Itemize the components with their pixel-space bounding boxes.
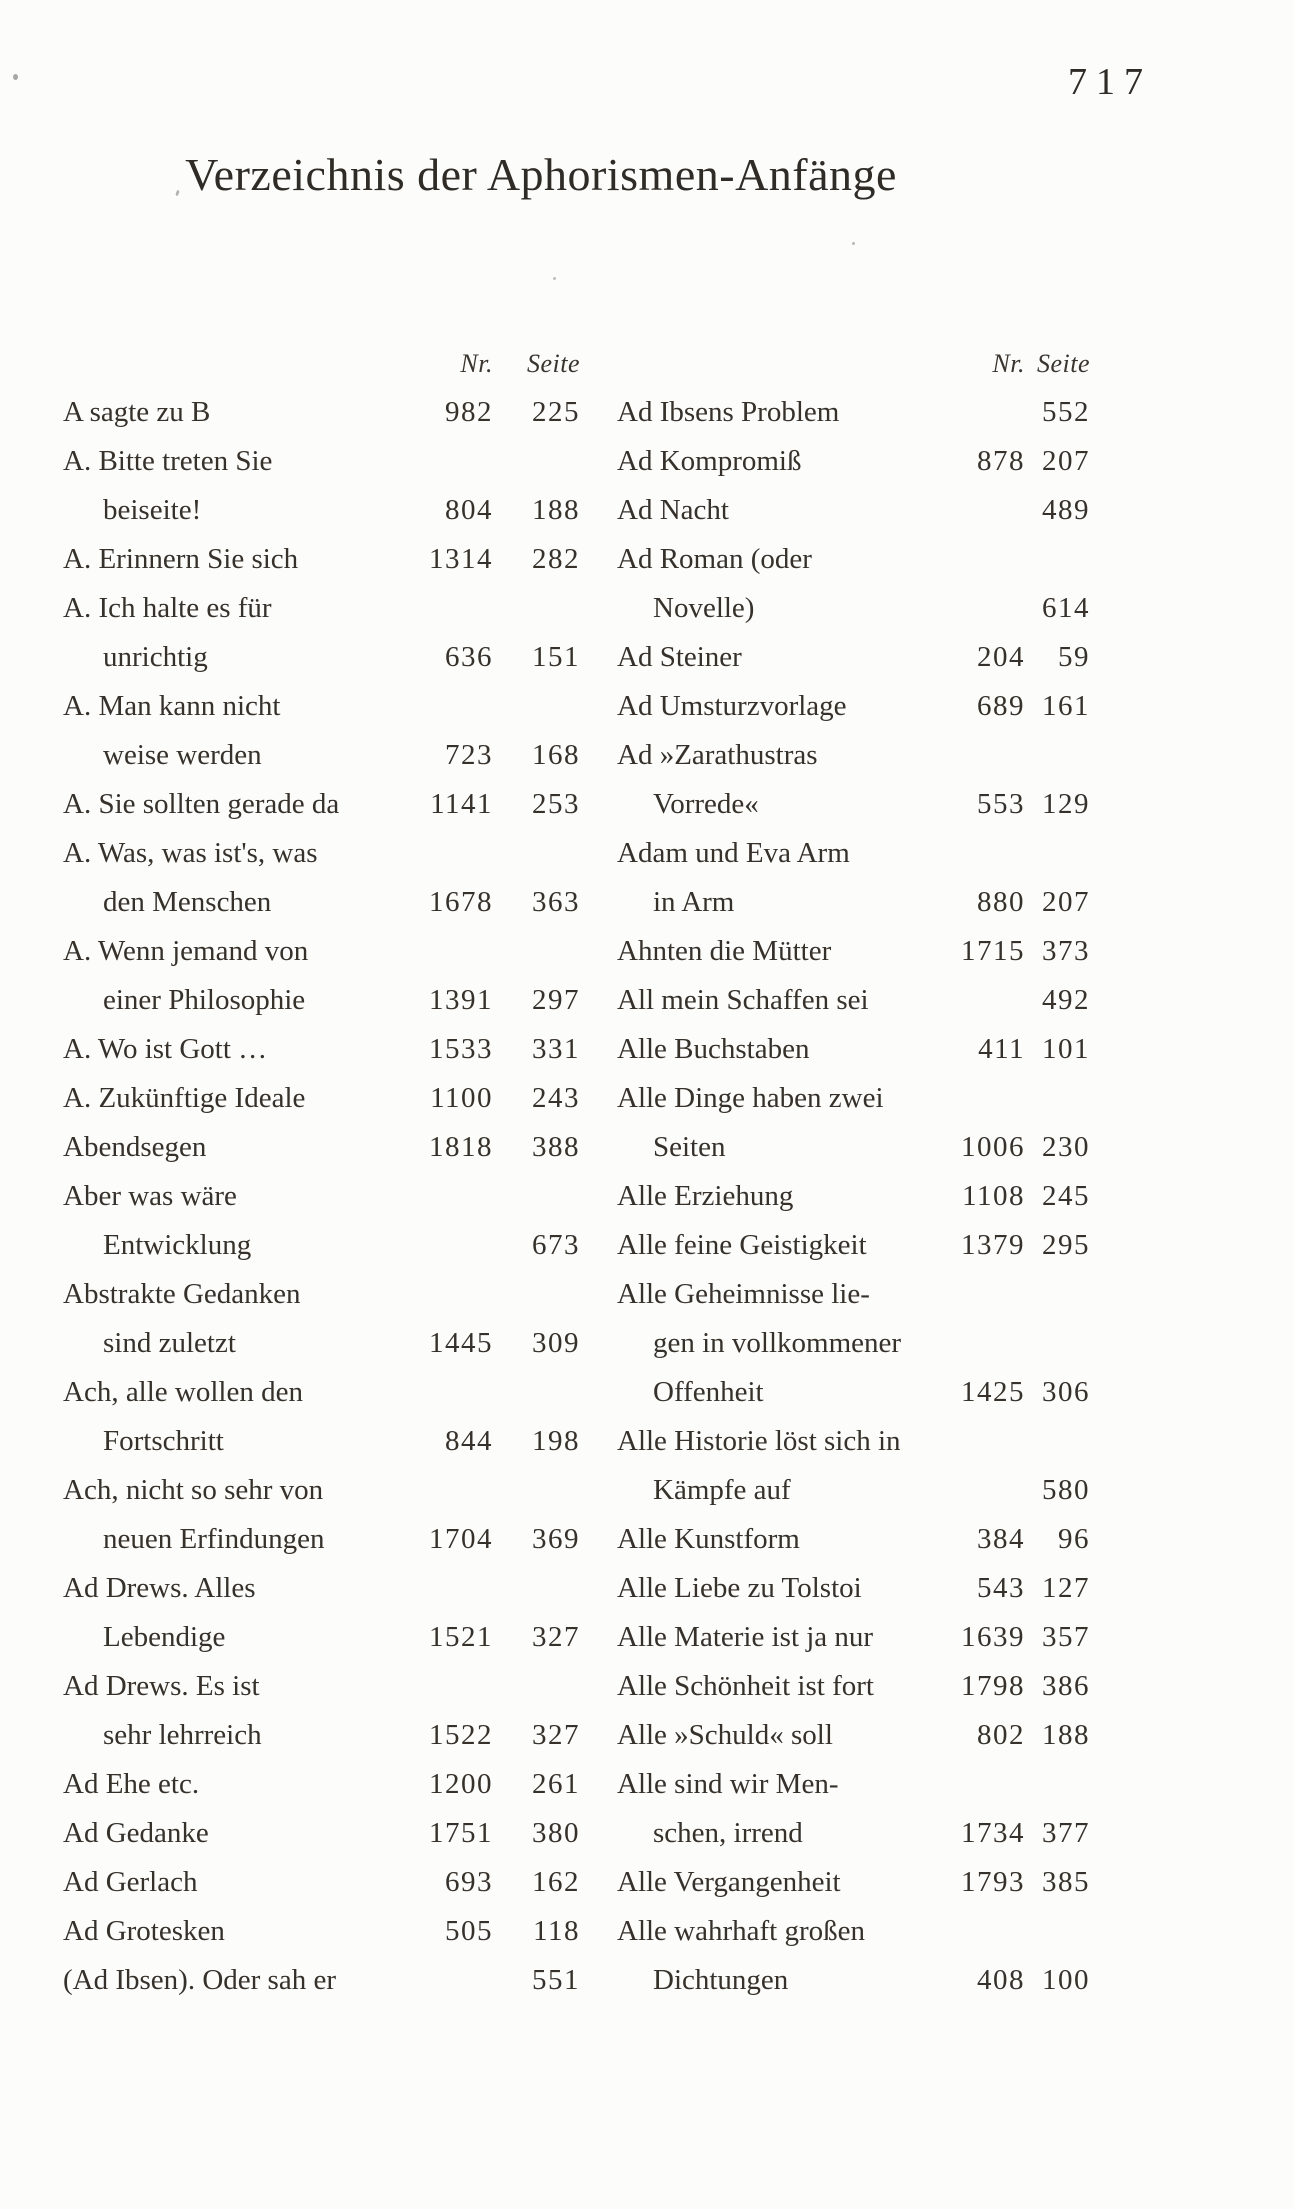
entry-nr: 689	[977, 690, 1025, 722]
entry-nr: 1445	[429, 1327, 493, 1359]
entry-nr: 1391	[429, 984, 493, 1016]
entry-line	[63, 1907, 580, 1956]
entry-nr: 880	[977, 886, 1025, 918]
entry-line	[63, 1809, 580, 1858]
entry-text: schen, irrend	[653, 1817, 803, 1849]
entry-seite: 225	[532, 396, 580, 428]
entry-seite: 282	[532, 543, 580, 575]
entry-line	[63, 927, 580, 976]
entry-text: Alle Liebe zu Tolstoi	[617, 1572, 862, 1604]
index-entry	[63, 829, 580, 927]
entry-nr: 505	[445, 1915, 493, 1947]
entry-seite: 100	[1042, 1964, 1090, 1996]
entry-text: A. Wenn jemand von	[63, 935, 309, 967]
entry-line	[617, 927, 1090, 976]
entry-nr: 1379	[961, 1229, 1025, 1261]
entry-seite: 127	[1042, 1572, 1090, 1604]
entry-seite: 295	[1042, 1229, 1090, 1261]
entry-text: Adam und Eva Arm	[617, 837, 850, 869]
entry-line	[617, 878, 1090, 927]
index-entry	[617, 1515, 1090, 1564]
entry-text: A. Ich halte es für	[63, 592, 272, 624]
index-entry	[617, 731, 1090, 829]
nr-column-header: Nr.	[460, 349, 493, 378]
entry-line	[617, 1025, 1090, 1074]
entry-line	[63, 731, 580, 780]
entry-text: Ach, alle wollen den	[63, 1376, 303, 1408]
entry-line	[63, 1564, 580, 1613]
index-entry	[63, 1760, 580, 1809]
entry-nr: 1798	[961, 1670, 1025, 1702]
entry-line	[63, 1466, 580, 1515]
entry-seite: 551	[532, 1964, 580, 1996]
index-entry	[617, 927, 1090, 976]
entry-line	[63, 1025, 580, 1074]
entry-seite: 369	[532, 1523, 580, 1555]
entry-text: Alle Kunstform	[617, 1523, 800, 1555]
entry-seite: 151	[532, 641, 580, 673]
page-title: Verzeichnis der Aphorismen-Anfänge	[185, 149, 897, 200]
entry-line	[617, 829, 1090, 878]
entry-nr: 408	[977, 1964, 1025, 1996]
index-entry	[63, 1270, 580, 1368]
entry-nr: 1533	[429, 1033, 493, 1065]
entry-line	[617, 1809, 1090, 1858]
index-entry	[63, 1074, 580, 1123]
entry-line	[63, 1760, 580, 1809]
entry-line	[63, 1858, 580, 1907]
entry-text: Alle sind wir Men-	[617, 1768, 839, 1800]
entry-nr: 802	[977, 1719, 1025, 1751]
entry-seite: 188	[532, 494, 580, 526]
entry-line	[63, 1613, 580, 1662]
entry-seite: 168	[532, 739, 580, 771]
entry-text: neuen Erfindungen	[103, 1523, 325, 1555]
entry-text: gen in vollkommener	[653, 1327, 902, 1359]
entry-line	[63, 388, 580, 437]
entry-nr: 636	[445, 641, 493, 673]
entry-seite: 188	[1042, 1719, 1090, 1751]
entry-text: Alle Buchstaben	[617, 1033, 810, 1065]
entry-text: den Menschen	[103, 886, 272, 918]
entry-seite: 162	[532, 1866, 580, 1898]
entry-line	[617, 1515, 1090, 1564]
index-entry	[63, 437, 580, 535]
entry-line	[617, 1123, 1090, 1172]
entry-text: Dichtungen	[653, 1964, 789, 1996]
entry-line	[617, 780, 1090, 829]
entry-nr: 1521	[429, 1621, 493, 1653]
entry-text: A. Erinnern Sie sich	[63, 543, 299, 575]
entry-text: sind zuletzt	[103, 1327, 236, 1359]
index-entry	[617, 535, 1090, 633]
entry-text: Offenheit	[653, 1376, 764, 1408]
entry-text: Ad Kompromiß	[617, 445, 802, 477]
entry-nr: 1100	[430, 1082, 493, 1114]
entry-line	[617, 1270, 1090, 1319]
index-entry	[63, 780, 580, 829]
entry-line	[617, 1074, 1090, 1123]
entry-nr: 1793	[961, 1866, 1025, 1898]
entry-line	[63, 1172, 580, 1221]
index-entry	[617, 1074, 1090, 1172]
entry-seite: 243	[532, 1082, 580, 1114]
entry-text: Alle Dinge haben zwei	[617, 1082, 884, 1114]
entry-line	[617, 976, 1090, 1025]
entry-line	[63, 780, 580, 829]
entry-nr: 1425	[961, 1376, 1025, 1408]
entry-seite: 327	[532, 1621, 580, 1653]
entry-nr: 1314	[429, 543, 493, 575]
entry-line	[63, 1221, 580, 1270]
entry-text: beiseite!	[103, 494, 202, 526]
entry-text: Alle Historie löst sich in	[617, 1425, 901, 1457]
index-entry	[63, 1368, 580, 1466]
entry-line	[617, 1662, 1090, 1711]
entry-line	[63, 878, 580, 927]
entry-line	[63, 1711, 580, 1760]
entry-text: unrichtig	[103, 641, 208, 673]
entry-text: Alle »Schuld« soll	[617, 1719, 833, 1751]
entry-seite: 96	[1058, 1523, 1090, 1555]
index-entry	[617, 633, 1090, 682]
scan-speck	[13, 74, 18, 80]
entry-nr: 1141	[430, 788, 493, 820]
scan-speck	[553, 277, 556, 280]
entry-list-right	[617, 388, 1090, 2005]
entry-line	[617, 1711, 1090, 1760]
index-entry	[617, 1907, 1090, 2005]
entry-text: A. Zukünftige Ideale	[63, 1082, 306, 1114]
entry-nr: 982	[445, 396, 493, 428]
index-entry	[617, 976, 1090, 1025]
index-entry	[63, 1858, 580, 1907]
entry-text: Ad Ibsens Problem	[617, 396, 840, 428]
entry-seite: 207	[1042, 886, 1090, 918]
column-headers-right	[617, 339, 1090, 388]
scan-speck	[852, 242, 855, 245]
index-entry	[63, 1809, 580, 1858]
entry-line	[63, 584, 580, 633]
entry-text: Lebendige	[103, 1621, 226, 1653]
entry-text: All mein Schaffen sei	[617, 984, 869, 1016]
entry-line	[63, 1074, 580, 1123]
entry-seite: 253	[532, 788, 580, 820]
index-entry	[617, 1858, 1090, 1907]
entry-seite: 297	[532, 984, 580, 1016]
entry-nr: 543	[977, 1572, 1025, 1604]
index-entry	[63, 1466, 580, 1564]
entry-text: Abstrakte Gedanken	[63, 1278, 301, 1310]
column-headers-left	[63, 339, 580, 388]
entry-text: Ad Gedanke	[63, 1817, 209, 1849]
entry-line	[617, 535, 1090, 584]
entry-text: Alle Vergangenheit	[617, 1866, 841, 1898]
entry-line	[63, 829, 580, 878]
entry-nr: 1678	[429, 886, 493, 918]
entry-nr: 1522	[429, 1719, 493, 1751]
entry-text: Abendsegen	[63, 1131, 207, 1163]
entry-seite: 331	[532, 1033, 580, 1065]
entry-text: A. Wo ist Gott …	[63, 1033, 268, 1065]
entry-seite: 377	[1042, 1817, 1090, 1849]
index-entry	[617, 1564, 1090, 1613]
seite-column-header: Seite	[1036, 349, 1090, 378]
entry-line	[63, 633, 580, 682]
entry-line	[63, 1319, 580, 1368]
entry-line	[63, 1368, 580, 1417]
entry-seite: 380	[532, 1817, 580, 1849]
entry-seite: 245	[1042, 1180, 1090, 1212]
entry-line	[617, 1221, 1090, 1270]
index-entry	[63, 535, 580, 584]
entry-nr: 878	[977, 445, 1025, 477]
entry-text: Ad »Zarathustras	[617, 739, 818, 771]
entry-nr: 553	[977, 788, 1025, 820]
entry-nr: 1734	[961, 1817, 1025, 1849]
page-number: 717	[1068, 61, 1152, 103]
entry-nr: 1639	[961, 1621, 1025, 1653]
entry-seite: 230	[1042, 1131, 1090, 1163]
entry-seite: 580	[1042, 1474, 1090, 1506]
entry-line	[617, 1613, 1090, 1662]
entry-text: Alle Erziehung	[617, 1180, 794, 1212]
entry-text: A. Man kann nicht	[63, 690, 281, 722]
entry-nr: 1751	[429, 1817, 493, 1849]
entry-text: A sagte zu B	[63, 396, 211, 428]
entry-seite: 309	[532, 1327, 580, 1359]
entry-text: Ahnten die Mütter	[617, 935, 832, 967]
index-entry	[63, 1907, 580, 1956]
entry-text: Ad Grotesken	[63, 1915, 225, 1947]
entry-text: (Ad Ibsen). Oder sah er	[63, 1964, 336, 1996]
index-entry	[63, 1956, 580, 2005]
index-column-right	[617, 339, 1090, 2005]
entry-text: Kämpfe auf	[653, 1474, 791, 1506]
index-entry	[617, 1172, 1090, 1221]
entry-text: sehr lehrreich	[103, 1719, 262, 1751]
entry-text: Ad Umsturzvorlage	[617, 690, 847, 722]
entry-nr: 1200	[429, 1768, 493, 1800]
entry-text: Ach, nicht so sehr von	[63, 1474, 324, 1506]
entry-nr: 693	[445, 1866, 493, 1898]
entry-seite: 327	[532, 1719, 580, 1751]
entry-text: Ad Nacht	[617, 494, 729, 526]
entry-text: Ad Ehe etc.	[63, 1768, 200, 1800]
entry-nr: 1108	[962, 1180, 1025, 1212]
entry-seite: 129	[1042, 788, 1090, 820]
entry-seite: 492	[1042, 984, 1090, 1016]
entry-line	[617, 1319, 1090, 1368]
entry-line	[63, 1270, 580, 1319]
entry-line	[617, 1956, 1090, 2005]
entry-seite: 198	[532, 1425, 580, 1457]
index-entry	[617, 1760, 1090, 1858]
entry-text: Fortschritt	[103, 1425, 224, 1457]
entry-line	[617, 1858, 1090, 1907]
entry-seite: 388	[532, 1131, 580, 1163]
index-column-left	[63, 339, 580, 2005]
entry-seite: 101	[1042, 1033, 1090, 1065]
entry-text: Alle Geheimnisse lie-	[617, 1278, 870, 1310]
index-entry	[617, 486, 1090, 535]
entry-line	[617, 682, 1090, 731]
entry-line	[63, 1417, 580, 1466]
index-entry	[617, 1711, 1090, 1760]
entry-line	[63, 1123, 580, 1172]
entry-text: weise werden	[103, 739, 262, 771]
entry-seite: 207	[1042, 445, 1090, 477]
entry-seite: 614	[1042, 592, 1090, 624]
entry-line	[617, 1564, 1090, 1613]
entry-nr: 844	[445, 1425, 493, 1457]
entry-nr: 384	[977, 1523, 1025, 1555]
entry-seite: 489	[1042, 494, 1090, 526]
entry-seite: 385	[1042, 1866, 1090, 1898]
entry-nr: 804	[445, 494, 493, 526]
entry-line	[617, 437, 1090, 486]
entry-text: A. Sie sollten gerade da	[63, 788, 340, 820]
index-entry	[617, 682, 1090, 731]
entry-seite: 261	[532, 1768, 580, 1800]
entry-seite: 118	[533, 1915, 580, 1947]
entry-seite: 161	[1042, 690, 1090, 722]
entry-text: Entwicklung	[103, 1229, 252, 1261]
entry-line	[63, 682, 580, 731]
index-entry	[63, 1172, 580, 1270]
index-entry	[617, 388, 1090, 437]
entry-line	[617, 388, 1090, 437]
index-entry	[63, 1564, 580, 1662]
entry-line	[617, 731, 1090, 780]
index-entry	[617, 1662, 1090, 1711]
entry-seite: 673	[532, 1229, 580, 1261]
entry-nr: 723	[445, 739, 493, 771]
entry-seite: 373	[1042, 935, 1090, 967]
entry-text: Ad Drews. Es ist	[63, 1670, 260, 1702]
entry-line	[617, 1907, 1090, 1956]
entry-seite: 363	[532, 886, 580, 918]
nr-column-header: Nr.	[992, 349, 1025, 378]
index-entry	[617, 1221, 1090, 1270]
entry-text: Vorrede«	[653, 788, 759, 820]
entry-seite: 59	[1058, 641, 1090, 673]
entry-line	[617, 486, 1090, 535]
entry-line	[617, 1466, 1090, 1515]
index-entry	[617, 829, 1090, 927]
entry-line	[617, 1368, 1090, 1417]
entry-text: Alle Schönheit ist fort	[617, 1670, 874, 1702]
entry-nr: 1818	[429, 1131, 493, 1163]
entry-text: Aber was wäre	[63, 1180, 237, 1212]
index-entry	[617, 1613, 1090, 1662]
entry-seite: 357	[1042, 1621, 1090, 1653]
entry-text: Ad Gerlach	[63, 1866, 198, 1898]
index-entry	[63, 682, 580, 780]
entry-text: Ad Drews. Alles	[63, 1572, 256, 1604]
entry-nr: 1704	[429, 1523, 493, 1555]
index-entry	[63, 388, 580, 437]
seite-column-header: Seite	[526, 349, 580, 378]
entry-nr: 204	[977, 641, 1025, 673]
index-entry	[617, 1417, 1090, 1515]
entry-text: A. Bitte treten Sie	[63, 445, 273, 477]
entry-line	[617, 1172, 1090, 1221]
entry-text: Alle feine Geistigkeit	[617, 1229, 867, 1261]
entry-nr: 1715	[961, 935, 1025, 967]
entry-text: Alle wahrhaft großen	[617, 1915, 866, 1947]
index-entry	[617, 437, 1090, 486]
index-entry	[63, 1662, 580, 1760]
entry-seite: 386	[1042, 1670, 1090, 1702]
entry-line	[63, 437, 580, 486]
entry-line	[63, 1956, 580, 2005]
entry-seite: 552	[1042, 396, 1090, 428]
index-entry	[63, 927, 580, 1025]
index-entry	[617, 1025, 1090, 1074]
entry-text: Ad Roman (oder	[617, 543, 812, 575]
entry-text: Novelle)	[653, 592, 755, 624]
entry-seite: 306	[1042, 1376, 1090, 1408]
entry-line	[617, 584, 1090, 633]
index-entry	[617, 1270, 1090, 1417]
entry-line	[63, 1515, 580, 1564]
entry-text: in Arm	[653, 886, 735, 918]
entry-line	[63, 535, 580, 584]
entry-line	[63, 1662, 580, 1711]
entry-line	[617, 1760, 1090, 1809]
entry-text: Alle Materie ist ja nur	[617, 1621, 874, 1653]
entry-text: Seiten	[653, 1131, 726, 1163]
entry-line	[63, 486, 580, 535]
entry-text: Ad Steiner	[617, 641, 742, 673]
entry-nr: 1006	[961, 1131, 1025, 1163]
index-entry	[63, 1025, 580, 1074]
entry-line	[617, 1417, 1090, 1466]
entry-list-left	[63, 388, 580, 2005]
index-entry	[63, 1123, 580, 1172]
entry-text: einer Philosophie	[103, 984, 306, 1016]
entry-text: A. Was, was ist's, was	[63, 837, 318, 869]
entry-nr: 411	[978, 1033, 1025, 1065]
entry-line	[617, 633, 1090, 682]
entry-line	[63, 976, 580, 1025]
index-entry	[63, 584, 580, 682]
